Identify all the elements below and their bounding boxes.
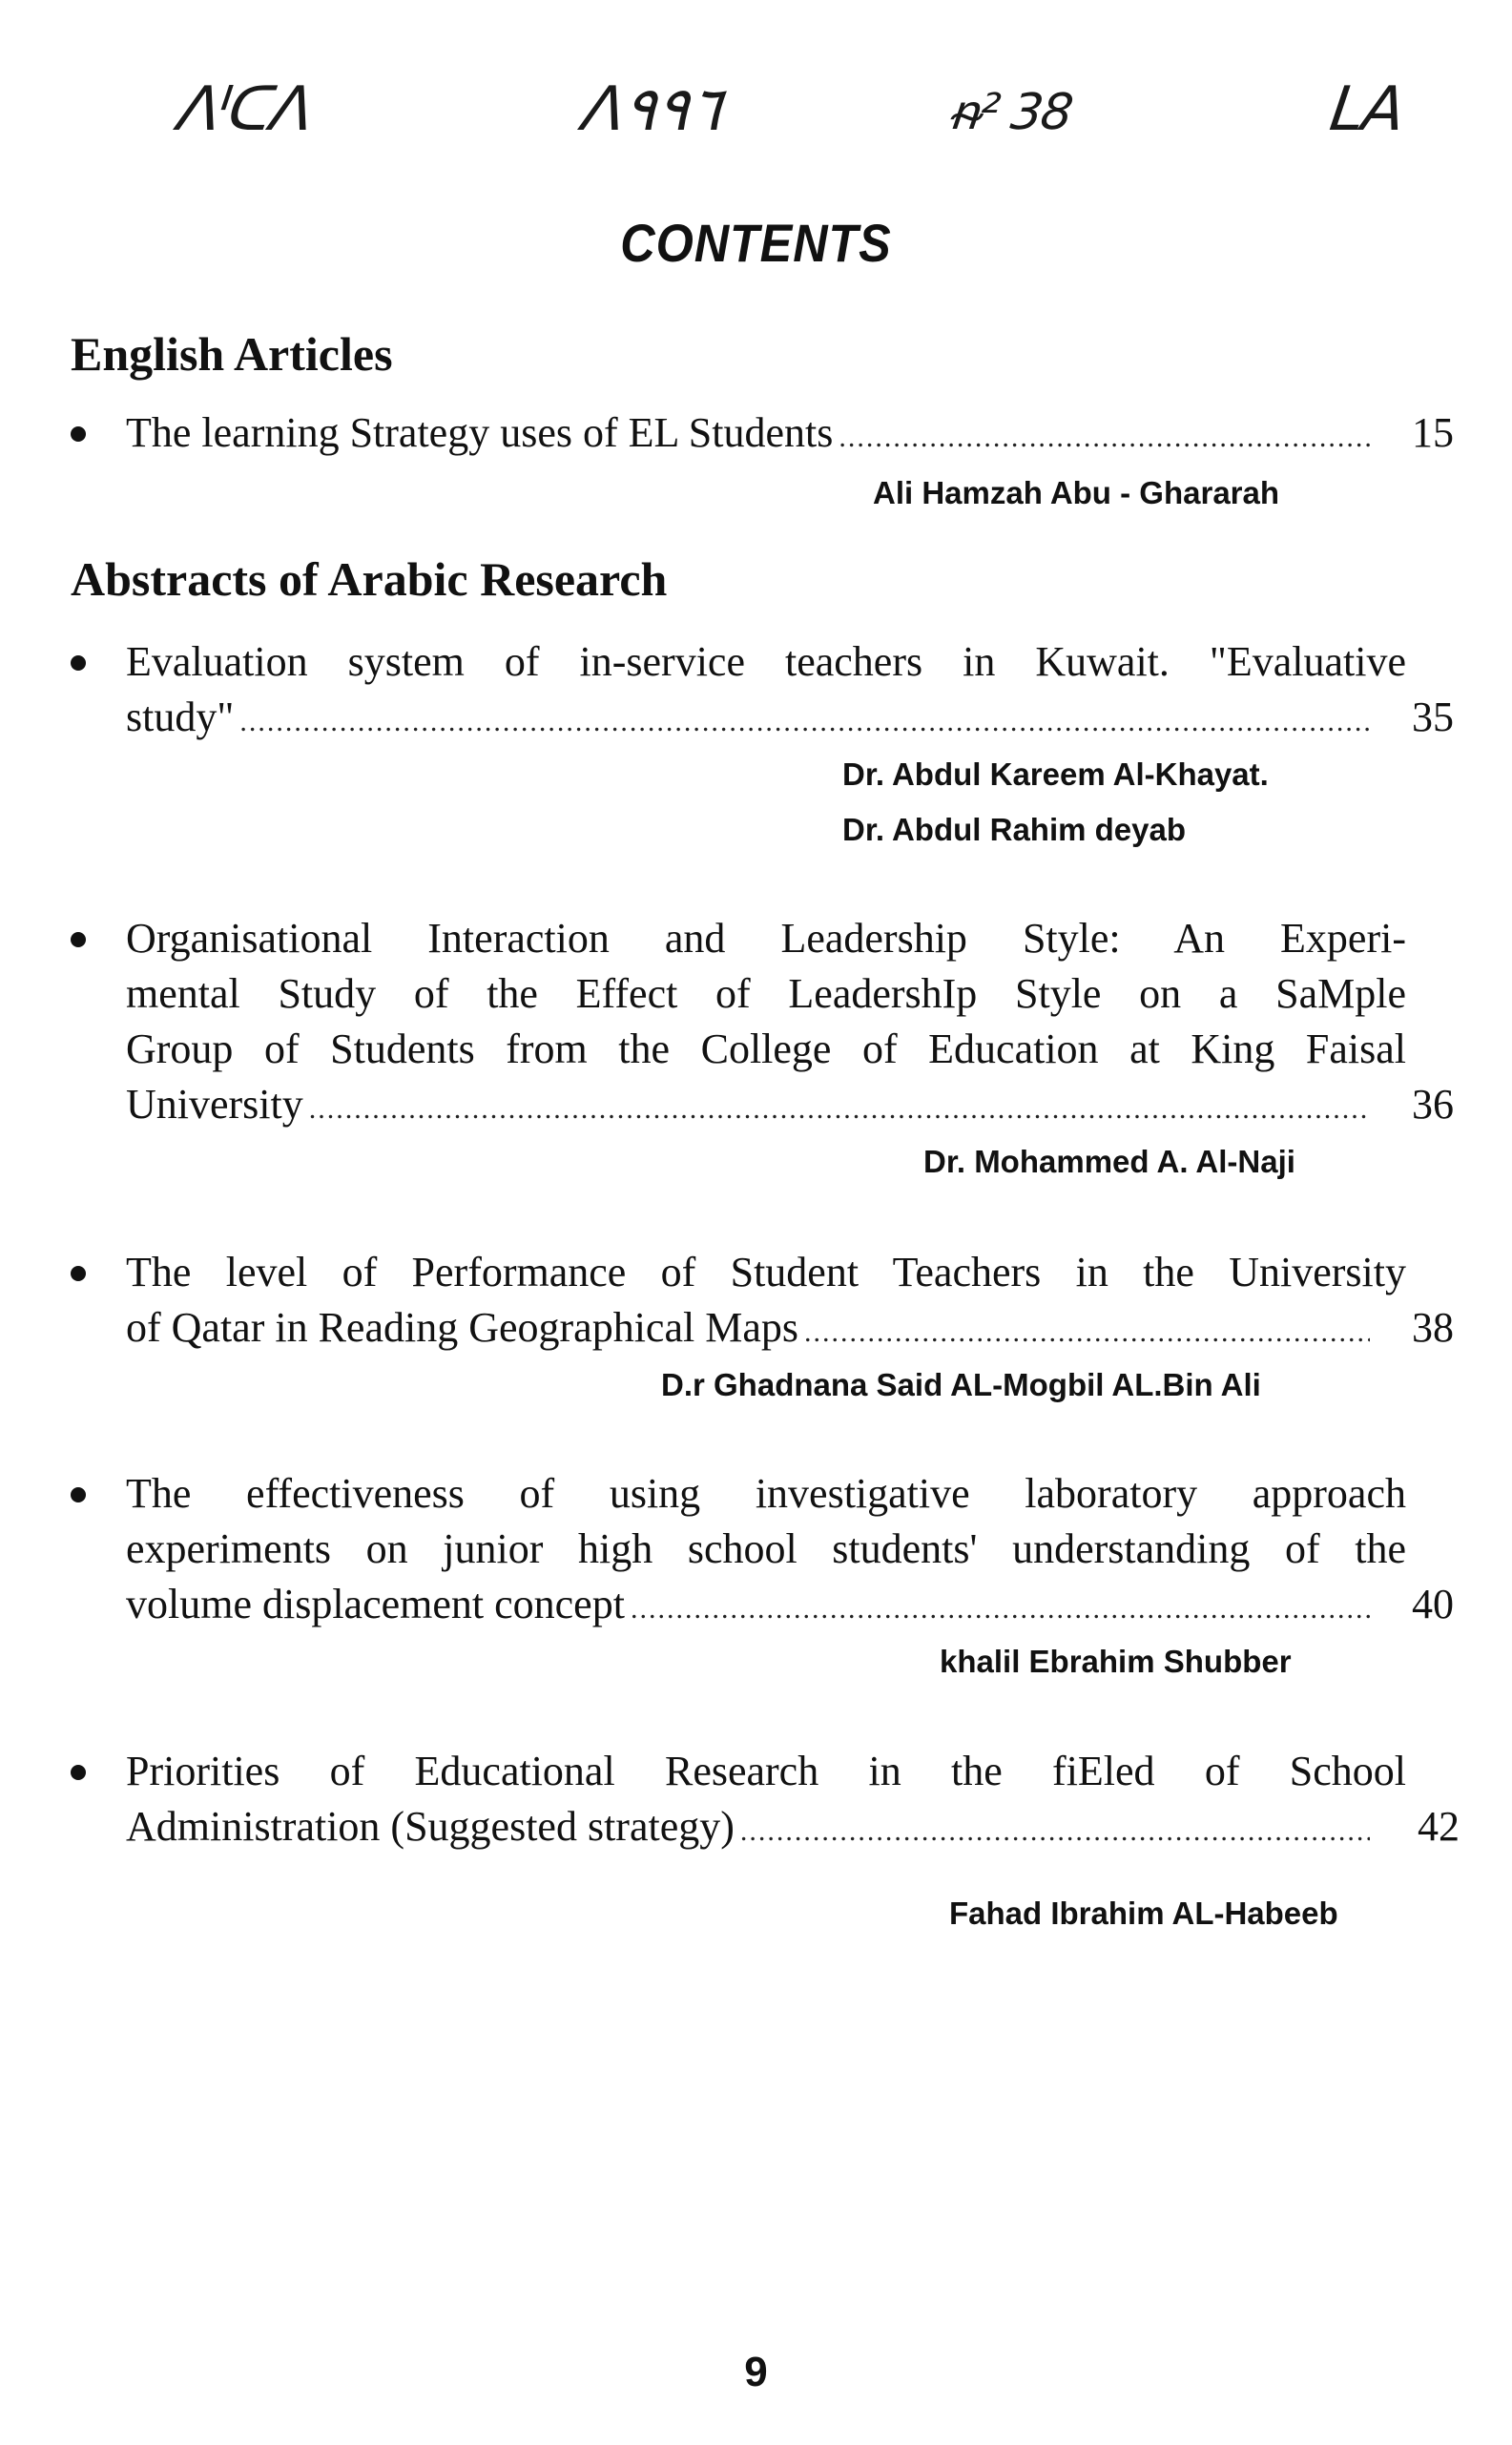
entry-author: Dr. Mohammed A. Al-Naji — [923, 1144, 1295, 1179]
handwritten-note-2: ᐱ٩٩٦ — [578, 74, 728, 145]
entry-title-line: mental Study of the Effect of LeadershIp Style on a SaMple — [126, 970, 1406, 1017]
entry-title-line: Priorities of Educational Research in the fiEled of School — [126, 1748, 1406, 1794]
entry-title-line: Evaluation system of in-service teachers in Kuwait. "Evaluative — [126, 638, 1406, 685]
entry-title-line: of Qatar in Reading Geographical Maps ..... — [126, 1300, 1376, 1360]
entry-title-line: experiments on junior high school students' understanding of the — [126, 1525, 1406, 1572]
bullet-icon — [71, 426, 86, 442]
bullet-icon — [71, 932, 86, 947]
entry-title-line: Administration (Suggested strategy) ..... — [126, 1799, 1376, 1859]
entry-author: Dr. Abdul Rahim deyab — [842, 812, 1187, 847]
bullet-icon — [71, 1487, 86, 1502]
entry-author: Ali Hamzah Abu - Ghararah — [873, 475, 1280, 510]
page-ref: 38 — [1412, 1304, 1454, 1351]
dot-leader — [839, 410, 1370, 466]
entry-title-line: University ..... — [126, 1077, 1376, 1137]
dot-leader — [309, 1082, 1370, 1137]
handwritten-note-4: LA — [1325, 74, 1408, 145]
page-ref: 40 — [1412, 1581, 1454, 1627]
page-ref: 42 — [1418, 1803, 1460, 1850]
entry-title-line: The learning Strategy uses of EL Students ..... — [126, 405, 1376, 466]
section-title-english: English Articles — [71, 327, 393, 381]
entry-author: Fahad Ibrahim AL-Habeeb — [949, 1896, 1338, 1931]
entry-author: D.r Ghadnana Said AL-Mogbil AL.Bin Ali — [661, 1367, 1261, 1402]
bullet-icon — [71, 655, 86, 671]
page-ref: 35 — [1412, 694, 1454, 740]
dot-leader — [740, 1804, 1370, 1859]
entry-author: khalil Ebrahim Shubber — [940, 1644, 1292, 1679]
entry-author: Dr. Abdul Kareem Al-Khayat. — [842, 756, 1269, 792]
entry-title-line: The effectiveness of using investigative laboratory approach — [126, 1470, 1406, 1517]
entry-title-line: volume displacement concept ..... — [126, 1577, 1376, 1637]
entry-title-line: Group of Students from the College of Education at King Faisal — [126, 1026, 1406, 1072]
dot-leader — [631, 1582, 1370, 1637]
entry-title-line: Organisational Interaction and Leadership Style: An Experi- — [126, 915, 1406, 962]
section-title-arabic: Abstracts of Arabic Research — [71, 552, 668, 606]
page-title: CONTENTS — [620, 213, 892, 273]
page-ref: 15 — [1412, 409, 1454, 456]
bullet-icon — [71, 1266, 86, 1281]
dot-leader — [239, 694, 1370, 750]
entry-title-line: study" ..... — [126, 690, 1376, 750]
page-ref: 36 — [1412, 1081, 1454, 1128]
handwritten-note-3: ᵰ² 38 — [949, 84, 1075, 141]
dot-leader — [804, 1305, 1370, 1360]
page-number: 9 — [744, 2349, 768, 2395]
entry-title-line: The level of Performance of Student Teachers in the University — [126, 1249, 1406, 1295]
handwritten-note-1: ᐱᑊᑕᐱ — [174, 74, 317, 145]
bullet-icon — [71, 1765, 86, 1780]
